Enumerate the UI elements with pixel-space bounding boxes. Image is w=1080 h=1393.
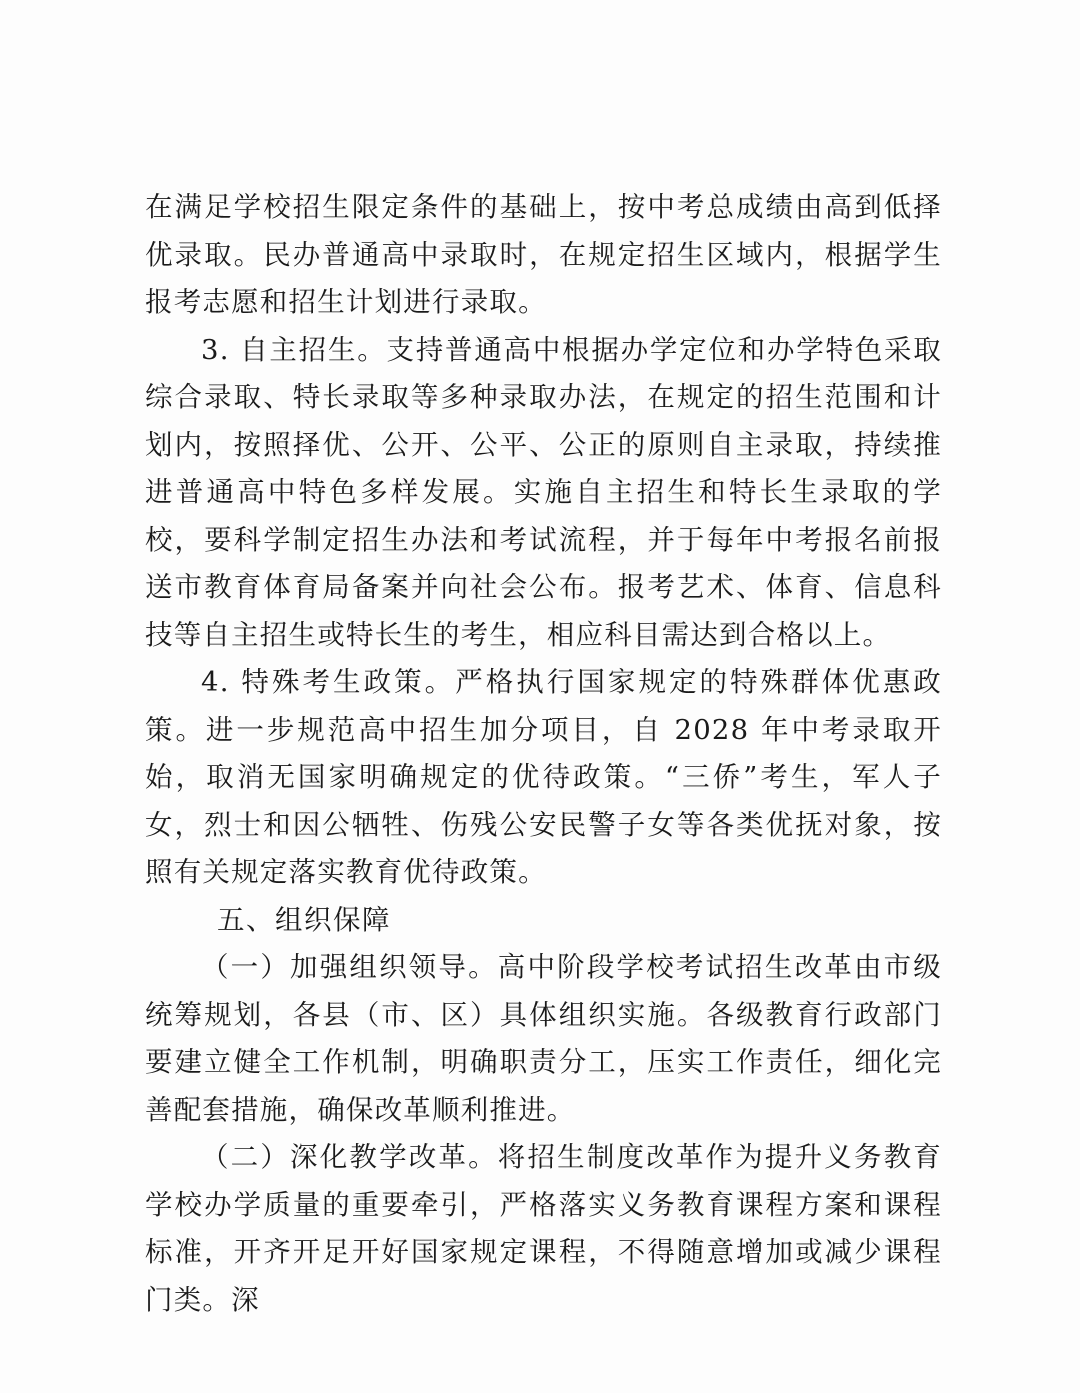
paragraph-admission-continued: [145, 184, 942, 327]
paragraph-independent-enrollment: [145, 327, 942, 660]
paragraph-lead: 3. 自主招生。: [201, 333, 387, 366]
paragraph-strengthen-leadership: [145, 944, 942, 1134]
paragraph-lead: 4. 特殊考生政策。: [201, 666, 456, 698]
paragraph-lead: （二）深化教学改革。: [201, 1141, 498, 1173]
paragraph-text: 将招生制度改革作为提升义务教育学校办学质量的重要牵引，严格落实义务教育课程方案和课程标准，开齐开足开好国家规定课程，不得随意增加或减少课程门类。深: [145, 1141, 943, 1316]
paragraph-text: 在满足学校招生限定条件的基础上，按中考总成绩由高到低择优录取。民办普通高中录取时，在规定招生区域内，根据学生报考志愿和招生计划进行录取。: [145, 191, 942, 318]
paragraph-deepen-teaching-reform: [145, 1134, 942, 1324]
paragraph-special-candidates: [145, 659, 942, 897]
paragraph-text: 严格执行国家规定的特殊群体优惠政策。进一步规范高中招生加分项目，自 2028 年中考录取开始，取消无国家明确规定的优待政策。“三侨”考生，军人子女，烈士和因公牺牲、伤残公安民警子女等各类优抚对象，按照有关规定落实教育优待政策。: [145, 666, 942, 888]
paragraph-text: 高中阶段学校考试招生改革由市级统筹规划，各县（市、区）具体组织实施。各级教育行政部门要建立健全工作机制，明确职责分工，压实工作责任，细化完善配套措施，确保改革顺利推进。: [145, 951, 943, 1126]
paragraph-lead: （一）加强组织领导。: [201, 951, 498, 983]
section-heading-organizational-support: 五、组织保障: [217, 903, 391, 936]
paragraph-text: 支持普通高中根据办学定位和办学特色采取综合录取、特长录取等多种录取办法，在规定的招生范围和计划内，按照择优、公开、公平、公正的原则自主录取，持续推进普通高中特色多样发展。实施自主招生和特长生录取的学校，要科学制定招生办法和考试流程，并于每年中考报名前报送市教育体育局备案并向社会公布。报考艺术、体育、信息科技等自主招生或特长生的考生，相应科目需达到合格以上。: [145, 333, 942, 651]
